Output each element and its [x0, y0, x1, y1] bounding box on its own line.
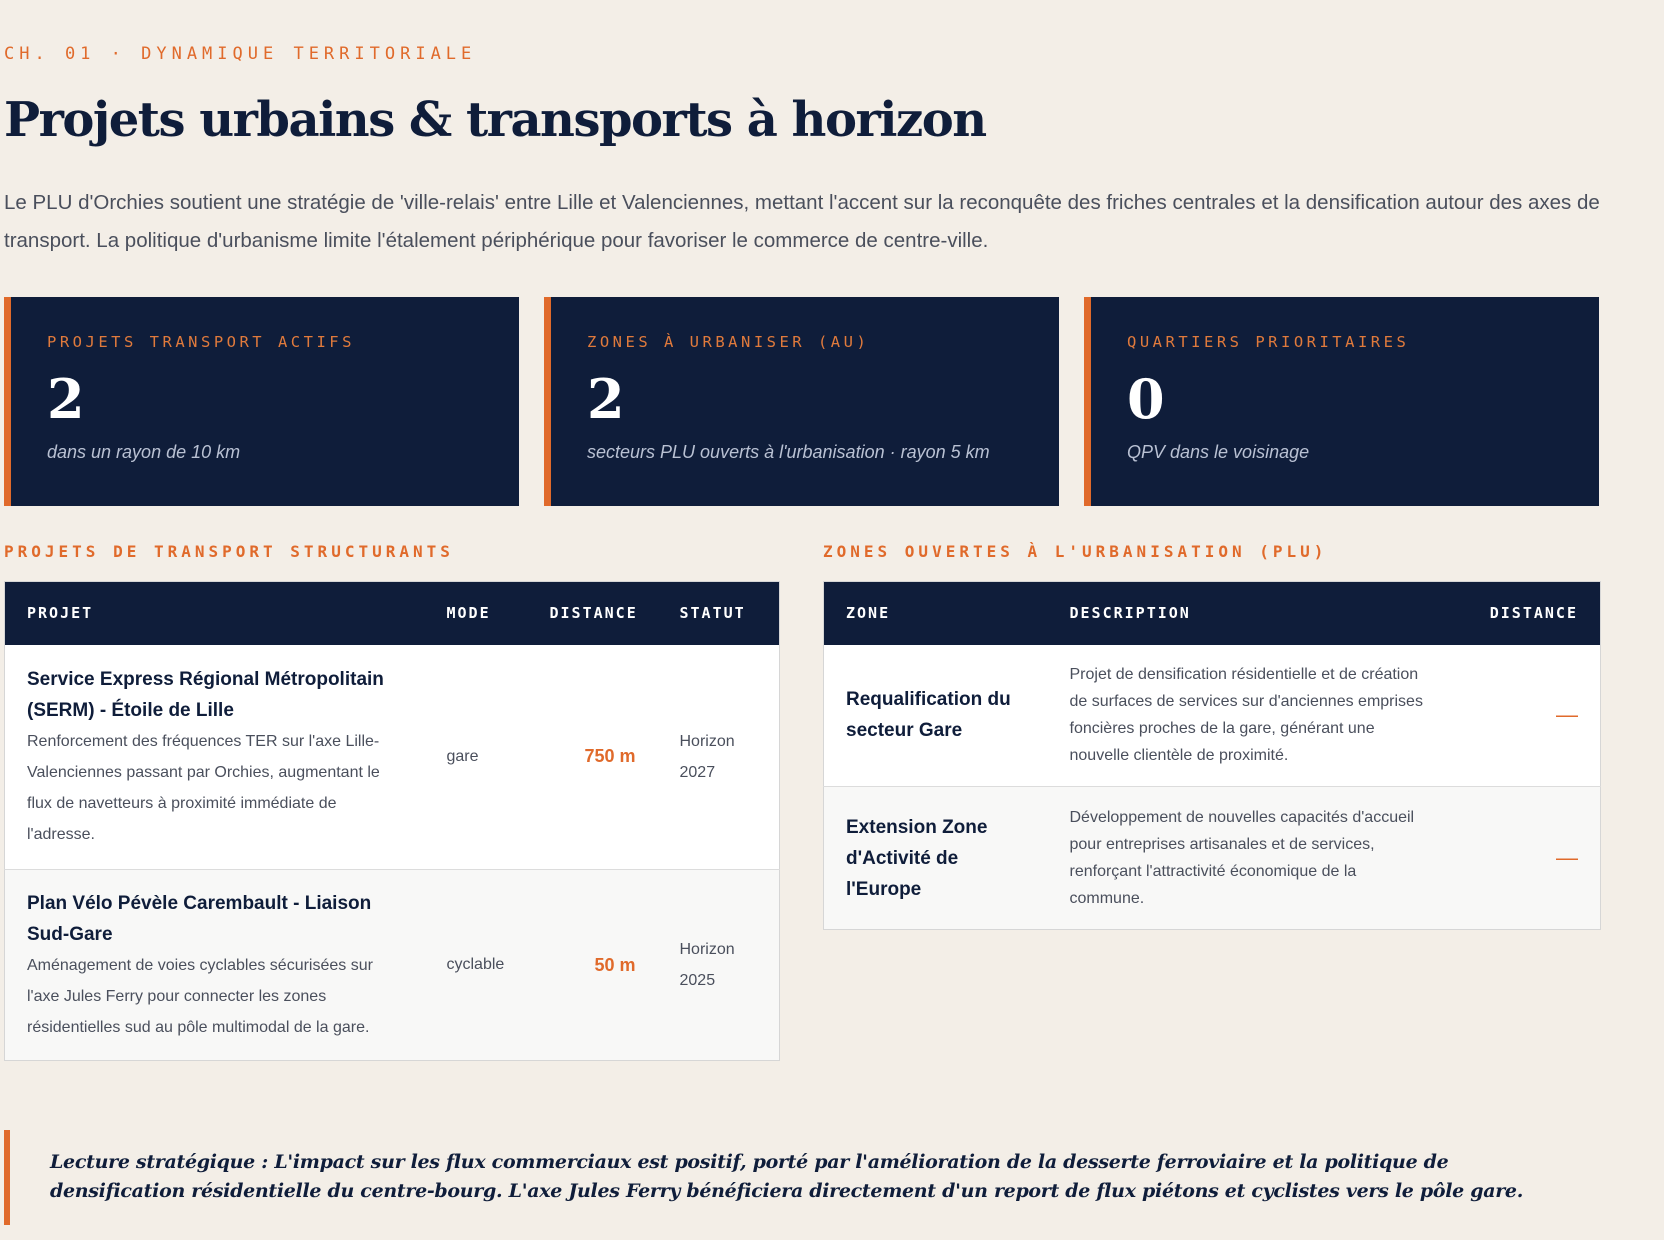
zone-distance: — — [1556, 702, 1578, 728]
kpi-card-qpv — [1084, 297, 1599, 506]
project-description: Renforcement des fréquences TER sur l'axe Lille-Valenciennes passant par Orchies, augmentant le flux de navetteurs à proximité immédiate de l'adresse. — [27, 732, 380, 843]
distance-cell: 750 m — [584, 746, 636, 767]
project-name: Plan Vélo Pévèle Carembault - Liaison Sud-Gare — [27, 892, 372, 945]
zones-section-label: ZONES OUVERTES À L'URBANISATION (PLU) — [823, 542, 1328, 561]
zone-name: Extension Zone d'Activité de l'Europe — [846, 816, 988, 900]
kpi-card-zones — [544, 297, 1059, 506]
zone-description: Développement de nouvelles capacités d'accueil pour entreprises artisanales et de services, renforçant l'attractivité économique de la commune. — [1069, 809, 1415, 907]
table-header-row — [5, 582, 780, 645]
column-header-statut: STATUT — [679, 604, 746, 623]
project-cell — [5, 645, 425, 870]
table-row — [5, 870, 780, 1061]
statut-cell: Horizon 2027 — [679, 732, 735, 781]
column-header-zone: ZONE — [846, 604, 891, 623]
kpi-label: QUARTIERS PRIORITAIRES — [1127, 333, 1410, 351]
table-row — [5, 645, 780, 870]
table-row — [824, 787, 1601, 930]
strategic-reading-callout — [4, 1130, 1600, 1225]
kpi-caption: QPV dans le voisinage — [1127, 442, 1310, 462]
kpi-label: PROJETS TRANSPORT ACTIFS — [47, 333, 355, 351]
page-title: Projets urbains & transports à horizon — [4, 92, 986, 148]
column-header-distance: DISTANCE — [549, 604, 638, 623]
mode-cell: cyclable — [446, 956, 505, 973]
statut-cell: Horizon 2025 — [679, 941, 735, 989]
zone-distance: — — [1556, 845, 1578, 870]
project-name: Service Express Régional Métropolitain (SERM) - Étoile de Lille — [27, 668, 384, 721]
transport-table — [4, 581, 780, 1061]
kpi-value: 2 — [587, 367, 625, 431]
kpi-caption: dans un rayon de 10 km — [47, 442, 241, 462]
table-header-row — [824, 582, 1601, 645]
kpi-label: ZONES À URBANISER (AU) — [587, 333, 870, 351]
project-cell — [5, 870, 425, 1061]
kpi-row — [4, 297, 1600, 506]
callout-text: Lecture stratégique : L'impact sur les flux commerciaux est positif, porté par l'amélioration de la desserte ferroviaire et la politique de densification résidentielle du centre-bourg. L'axe Jules Ferry bénéficiera directement d'un report de flux piétons et cyclistes vers le pôle gare. — [50, 1151, 1524, 1202]
column-header-distance: DISTANCE — [1489, 604, 1578, 623]
kpi-card-transport — [4, 297, 519, 506]
column-header-description: DESCRIPTION — [1069, 604, 1191, 623]
column-header-mode: MODE — [446, 604, 491, 623]
kpi-caption: secteurs PLU ouverts à l'urbanisation · rayon 5 km — [587, 442, 990, 462]
project-description: Aménagement de voies cyclables sécurisées sur l'axe Jules Ferry pour connecter les zones résidentielles sud au pôle multimodal de la gare. — [27, 956, 373, 1036]
chapter-kicker: CH. 01 · DYNAMIQUE TERRITORIALE — [4, 44, 477, 64]
column-header-projet: PROJET — [27, 604, 94, 623]
intro-paragraph: Le PLU d'Orchies soutient une stratégie de 'ville-relais' entre Lille et Valenciennes, mettant l'accent sur la reconquête des friches centrales et la densification autour des axes de transport. La politique d'urbanisme limite l'étalement périphérique pour favoriser le commerce de centre-ville. — [4, 191, 1600, 252]
kpi-value: 0 — [1127, 367, 1165, 431]
transport-section-label: PROJETS DE TRANSPORT STRUCTURANTS — [4, 542, 454, 561]
mode-cell: gare — [446, 747, 479, 765]
distance-cell: 50 m — [594, 954, 636, 975]
kpi-value: 2 — [47, 367, 85, 431]
zone-name: Requalification du secteur Gare — [846, 689, 1011, 742]
zone-description: Projet de densification résidentielle et de création de surfaces de services sur d'anciennes emprises foncières proches de la gare, générant une nouvelle clientèle de proximité. — [1069, 666, 1423, 765]
zones-table — [823, 581, 1601, 930]
table-row — [824, 645, 1601, 787]
